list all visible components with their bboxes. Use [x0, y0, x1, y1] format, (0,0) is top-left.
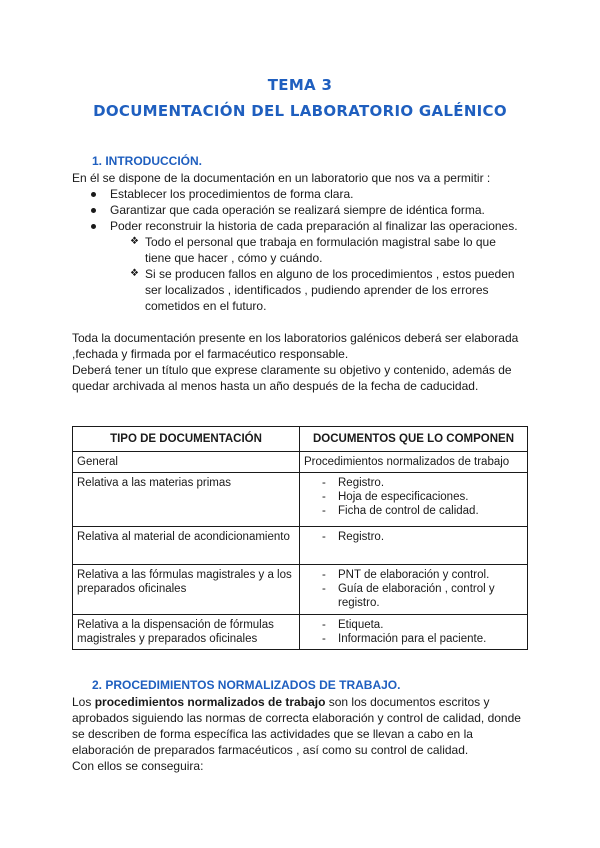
- table-cell-docs: [300, 565, 528, 615]
- topic-number: TEMA 3: [267, 76, 333, 94]
- document-item: - Información para el paciente.: [304, 632, 523, 646]
- paragraph-line: Con ellos se conseguira:: [72, 759, 204, 773]
- sub-list-item: ❖ Si se producen fallos en alguno de los procedimientos , estos pueden ser localizados , identificados , pudiendo aprender de los errores cometidos en el futuro.: [130, 267, 515, 313]
- documentation-table: [72, 426, 528, 650]
- document-item: - Guía de elaboración , control y registro.: [304, 582, 523, 610]
- section-heading-procedures: 2. PROCEDIMIENTOS NORMALIZADOS DE TRABAJO.: [92, 678, 401, 692]
- document-item: - PNT de elaboración y control.: [304, 568, 523, 582]
- table-row: [73, 452, 528, 473]
- bullet-icon: [91, 192, 96, 197]
- page-title: DOCUMENTACIÓN DEL LABORATORIO GALÉNICO: [93, 102, 507, 120]
- table-cell-docs: [300, 473, 528, 527]
- table-cell-docs: [300, 615, 528, 650]
- table-cell-docs: [300, 527, 528, 565]
- document-item: - Registro.: [304, 476, 523, 490]
- paragraph: Deberá tener un título que exprese claramente su objetivo y contenido, además de quedar archivada al menos hasta un año después de la fecha de caducidad.: [72, 363, 512, 393]
- table-row: [73, 565, 528, 615]
- paragraph-line: elaboración de preparados farmacéuticos , así como su control de calidad.: [72, 743, 469, 757]
- table-cell-docs: Procedimientos normalizados de trabajo: [300, 452, 528, 473]
- document-item: - Etiqueta.: [304, 618, 523, 632]
- table-row: [73, 527, 528, 565]
- bullet-icon: [91, 224, 96, 229]
- paragraph: Toda la documentación presente en los laboratorios galénicos deberá ser elaborada ,fechada y firmada por el farmacéutico responsable.: [72, 331, 519, 361]
- list-item: Establecer los procedimientos de forma clara.: [110, 186, 353, 202]
- paragraph-line: Los procedimientos normalizados de trabajo son los documentos escritos y: [72, 695, 490, 709]
- bold-term: procedimientos normalizados de trabajo: [94, 695, 326, 709]
- list-item: Garantizar que cada operación se realizará siempre de idéntica forma.: [110, 202, 485, 218]
- table-row: [73, 615, 528, 650]
- paragraph-line: aprobados siguiendo las normas de correcta elaboración y control de calidad, donde: [72, 711, 521, 725]
- bullet-icon: [91, 208, 96, 213]
- list-item: Poder reconstruir la historia de cada preparación al finalizar las operaciones.: [110, 218, 518, 234]
- table-cell-type: General: [73, 452, 300, 473]
- diamond-bullet-icon: ❖: [130, 236, 139, 247]
- document-item: - Hoja de especificaciones.: [304, 490, 523, 504]
- paragraph-line: se describen de forma específica las actividades que se llevan a cabo en la: [72, 727, 473, 741]
- intro-text: En él se dispone de la documentación en un laboratorio que nos va a permitir :: [72, 171, 491, 185]
- document-item: - Ficha de control de calidad.: [304, 504, 523, 518]
- table-row: [73, 473, 528, 527]
- table-cell-type: Relativa a la dispensación de fórmulas magistrales y preparados oficinales: [73, 615, 300, 650]
- table-cell-type: Relativa a las fórmulas magistrales y a los preparados oficinales: [73, 565, 300, 615]
- table-header-cell: TIPO DE DOCUMENTACIÓN: [73, 427, 300, 452]
- table-header-cell: DOCUMENTOS QUE LO COMPONEN: [300, 427, 528, 452]
- table-cell-type: Relativa a las materias primas: [73, 473, 300, 527]
- table-header-row: [73, 427, 528, 452]
- diamond-bullet-icon: ❖: [130, 268, 139, 279]
- document-item: - Registro.: [304, 530, 523, 544]
- section-heading-introduction: 1. INTRODUCCIÓN.: [92, 154, 203, 168]
- sub-list-item: ❖ Todo el personal que trabaja en formulación magistral sabe lo que tiene que hacer , cómo y cuándo.: [130, 235, 496, 265]
- table-cell-type: Relativa al material de acondicionamiento: [73, 527, 300, 565]
